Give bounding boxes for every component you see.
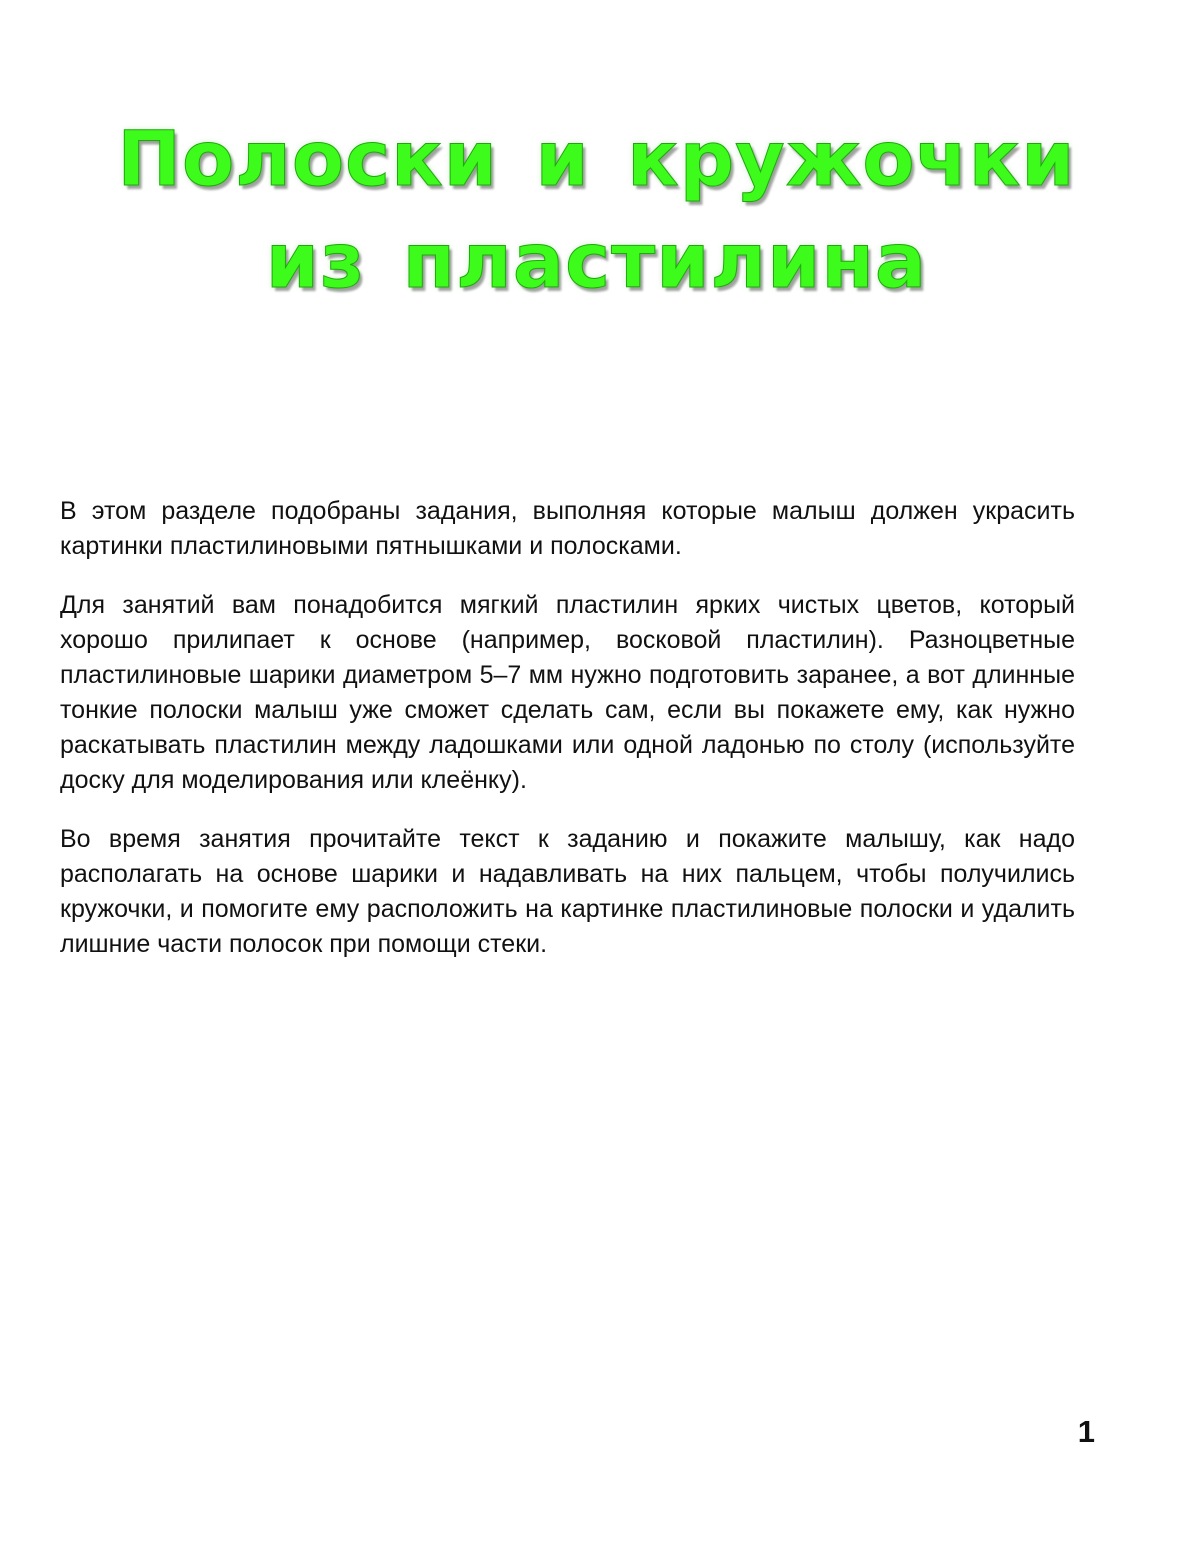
- paragraph: Во время занятия прочитайте текст к заданию и покажите малышу, как надо располагать на основе шарики и надавливать на них пальцем, чтобы получились кружочки, и помогите ему расположить на картинке пластилиновые полоски и удалить лишние части полосок при помощи стеки.: [60, 825, 1075, 958]
- title-line-1: Полоски и кружочки: [117, 114, 1076, 203]
- paragraph: В этом разделе подобраны задания, выполняя которые малыш должен украсить картинки пластилиновыми пятнышками и полосками.: [60, 497, 1075, 560]
- title-line-2: из пластилина: [265, 216, 928, 305]
- paragraph: Для занятий вам понадобится мягкий пластилин ярких чистых цветов, который хорошо прилипает к основе (например, восковой пластилин). Разноцветные пластилиновые шарики диаметром 5–7 мм нужно подготовить заранее, а вот длинные тонкие полоски малыш уже сможет сделать сам, если вы покажете ему, как нужно раскатывать пластилин между ладошками или одной ладонью по столу (используйте доску для моделирования или клеёнку).: [60, 591, 1075, 794]
- page-title: [0, 108, 1193, 312]
- page-number: 1: [1077, 1414, 1095, 1449]
- body-text: [60, 494, 1075, 986]
